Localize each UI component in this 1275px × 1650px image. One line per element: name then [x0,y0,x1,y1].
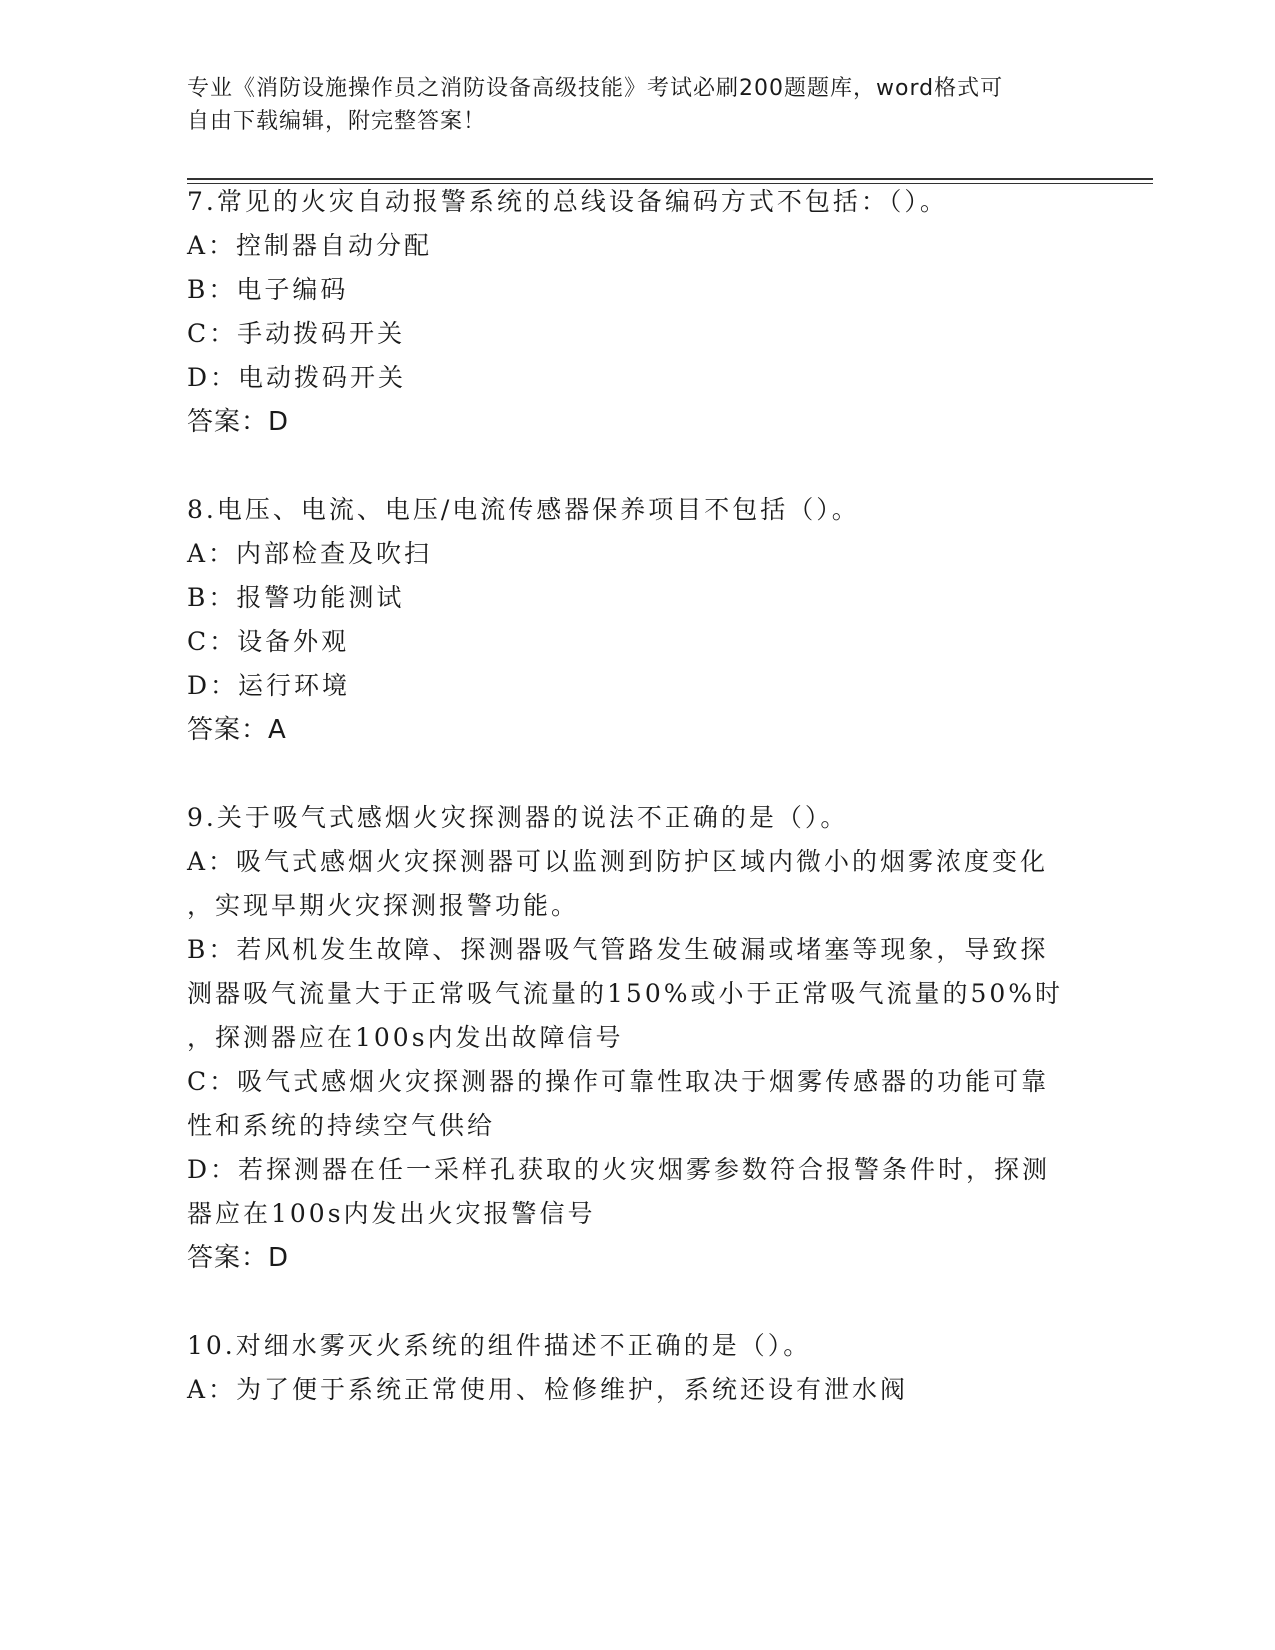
question-9-option-c-line-2: 性和系统的持续空气供给 [187,1111,496,1140]
question-9-option-a-line-1: A：吸气式感烟火灾探测器可以监测到防护区域内微小的烟雾浓度变化 [187,847,1049,876]
document-header [187,72,1067,138]
question-9-option-d-line-2: 器应在100s内发出火灾报警信号 [187,1199,596,1228]
header-line-2: 自由下载编辑，附完整答案！ [187,109,487,134]
question-9-answer: 答案：D [187,1243,290,1273]
question-9-option-b-line-1: B：若风机发生故障、探测器吸气管路发生破漏或堵塞等现象，导致探 [187,935,1049,964]
question-8-option-b: B：报警功能测试 [187,583,405,612]
question-10-text: 10.对细水雾灭火系统的组件描述不正确的是（）。 [187,1331,812,1360]
question-8-option-d: D：运行环境 [187,671,351,700]
question-9-option-b-line-3: ，探测器应在100s内发出故障信号 [187,1023,624,1052]
question-7-answer: 答案：D [187,407,290,437]
question-8-answer: 答案：A [187,715,287,745]
question-9-option-b-line-2: 测器吸气流量大于正常吸气流量的150%或小于正常吸气流量的50%时 [187,979,1064,1008]
question-7-option-b: B：电子编码 [187,275,349,304]
question-8-option-a: A：内部检查及吹扫 [187,539,433,568]
question-7-text: 7.常见的火灾自动报警系统的总线设备编码方式不包括：（）。 [187,187,948,216]
question-7-option-c: C：手动拨码开关 [187,319,406,348]
question-9-option-d-line-1: D：若探测器在任一采样孔获取的火灾烟雾参数符合报警条件时，探测 [187,1155,1051,1184]
question-9-option-c-line-1: C：吸气式感烟火灾探测器的操作可靠性取决于烟雾传感器的功能可靠 [187,1067,1050,1096]
question-8-text: 8.电压、电流、电压/电流传感器保养项目不包括（）。 [187,495,860,524]
question-9-option-a-line-2: ，实现早期火灾探测报警功能。 [187,891,580,920]
question-7-option-d: D：电动拨码开关 [187,363,407,392]
question-7-option-a: A：控制器自动分配 [187,231,433,260]
question-8-option-c: C：设备外观 [187,627,350,656]
header-line-1: 专业《消防设施操作员之消防设备高级技能》考试必刷200题题库，word格式可 [187,76,1004,101]
question-10-option-a: A：为了便于系统正常使用、检修维护，系统还设有泄水阀 [187,1375,909,1404]
header-divider [187,178,1153,184]
question-9-text: 9.关于吸气式感烟火灾探测器的说法不正确的是（）。 [187,803,849,832]
